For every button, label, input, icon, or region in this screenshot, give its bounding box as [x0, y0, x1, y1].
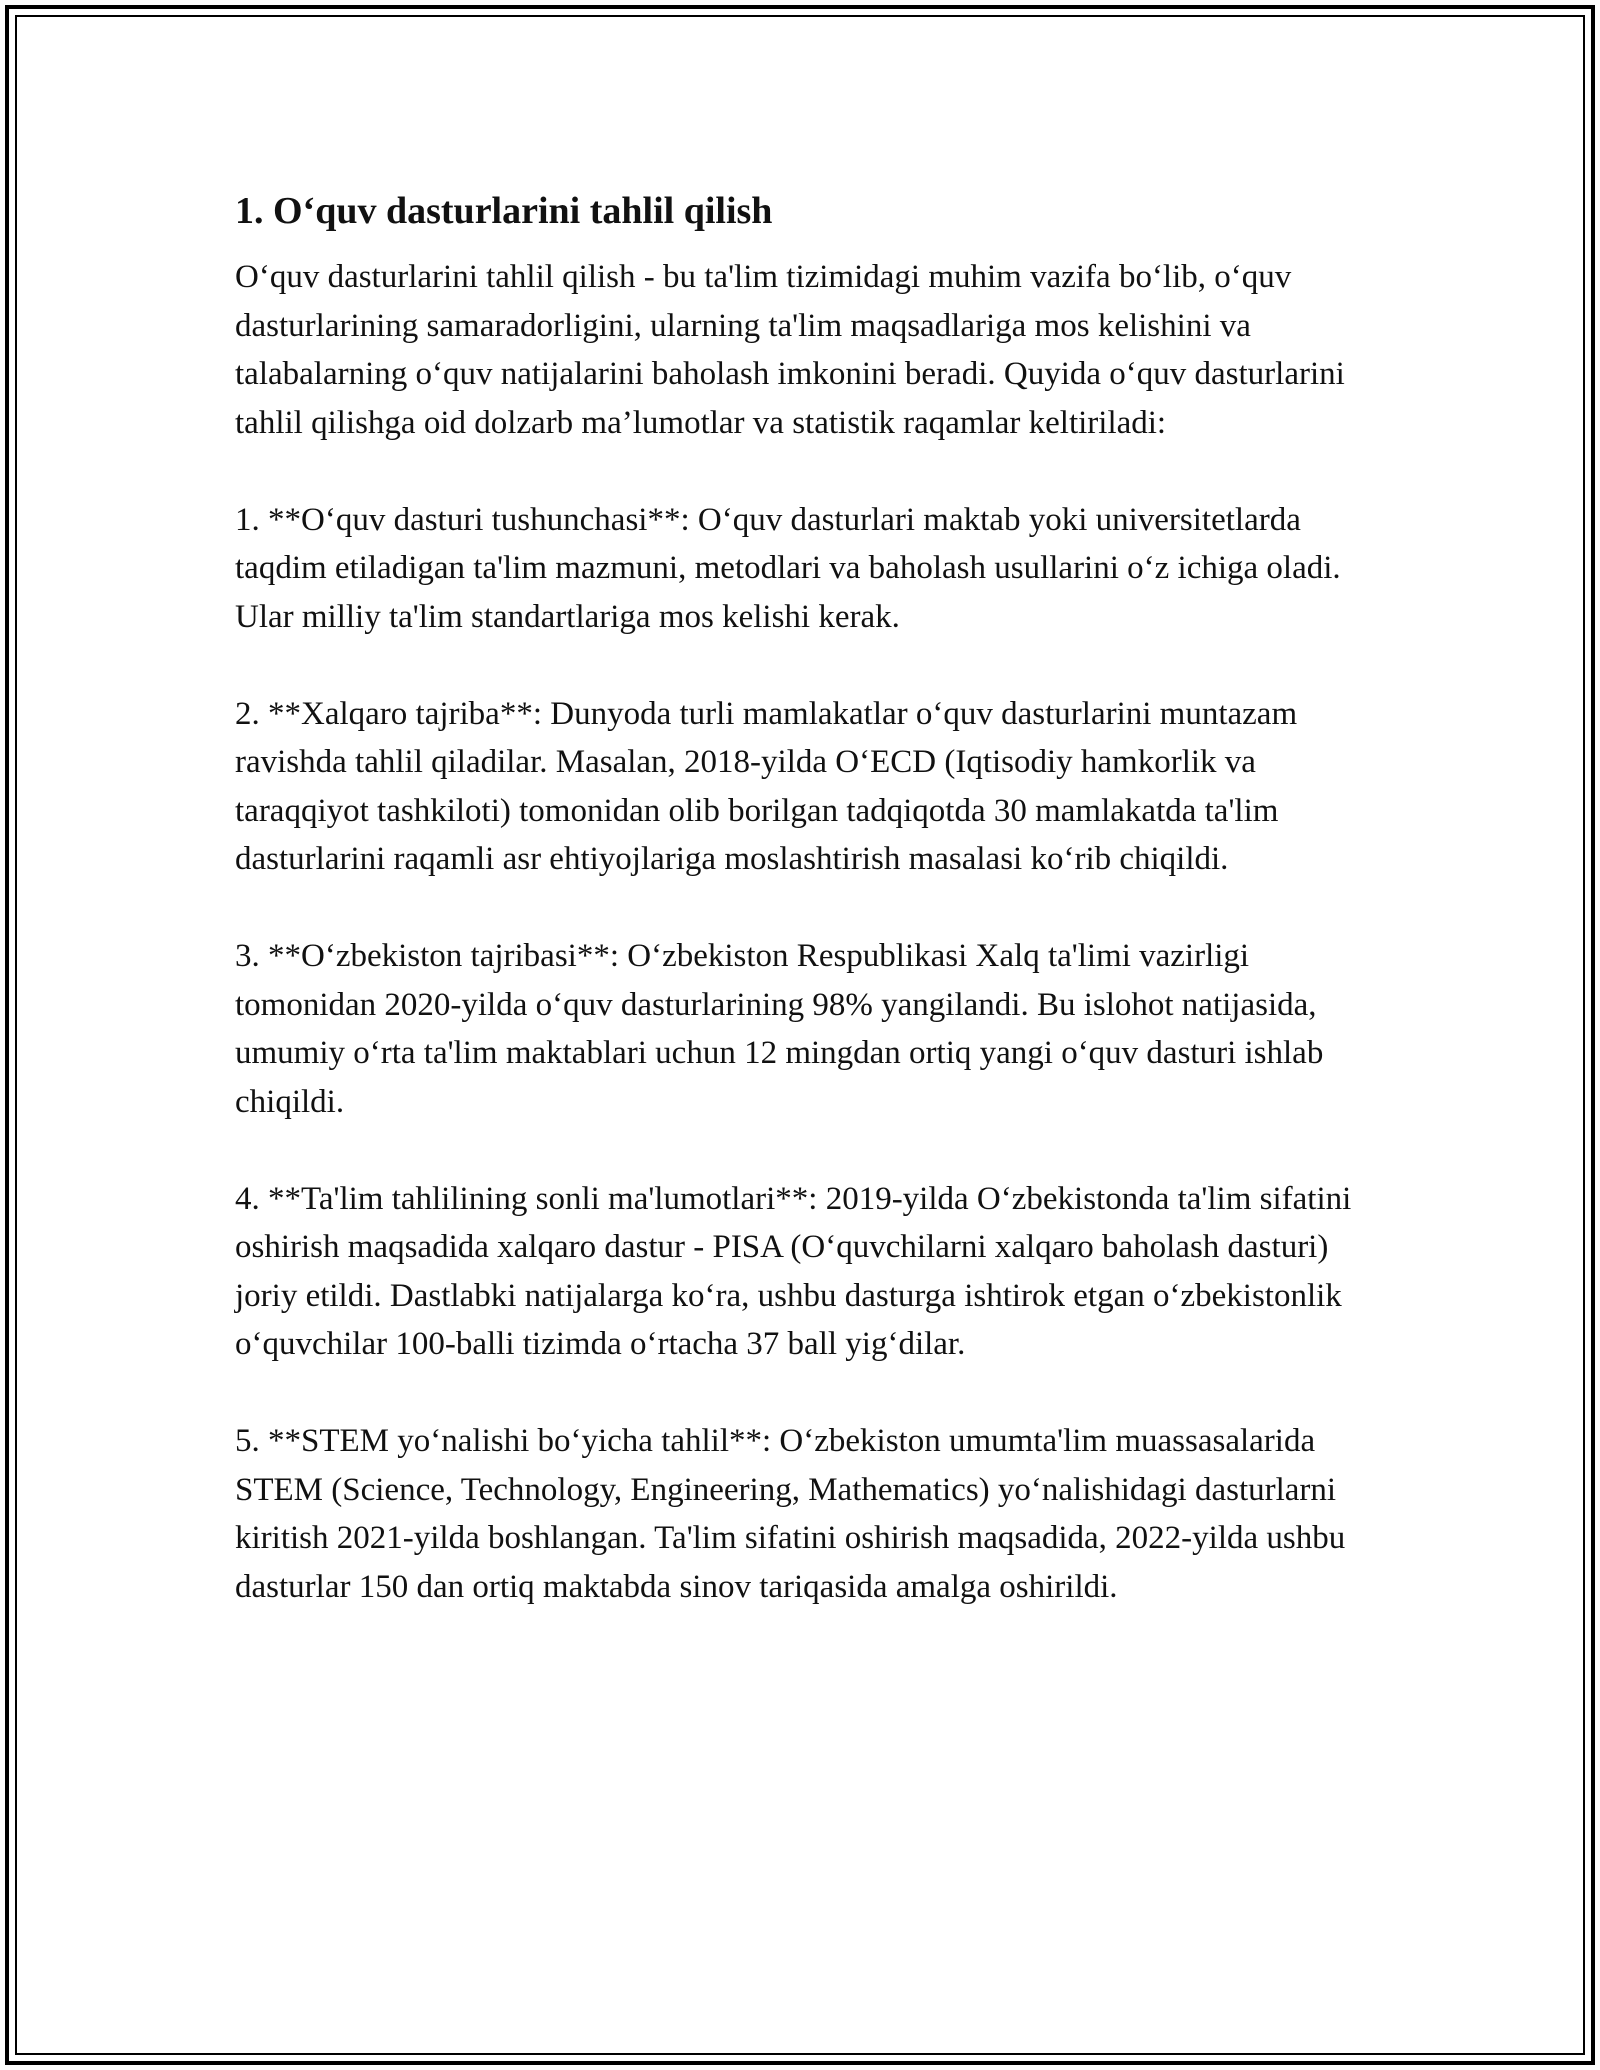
list-item-stem-analysis: 5. **STEM yo‘nalishi bo‘yicha tahlil**: O‘zbekiston umumta'lim muassasalarida STEM (Science, Technology, Engineering, Mathematics) yo‘nalishidagi dasturlarni kiritish 2021-yilda boshlangan. Ta'lim sifatini oshirish maqsadida, 2022-yilda ushbu dasturlar 150 dan ortiq maktabda sinov tariqasida amalga oshirildi. — [235, 1423, 1346, 1605]
list-item-international-experience: 2. **Xalqaro tajriba**: Dunyoda turli mamlakatlar o‘quv dasturlarini muntazam ravishda tahlil qiladilar. Masalan, 2018-yilda O‘ECD (Iqtisodiy hamkorlik va taraqqiyot tashkiloti) tomonidan olib borilgan tadqiqotda 30 mamlakatda ta'lim dasturlarini raqamli asr ehtiyojlariga moslashtirish masalasi ko‘rib chiqildi. — [235, 695, 1298, 877]
list-item-numeric-data: 4. **Ta'lim tahlilining sonli ma'lumotlari**: 2019-yilda O‘zbekistonda ta'lim sifatini oshirish maqsadida xalqaro dastur - PISA (O‘quvchilarni xalqaro baholash dasturi) joriy etildi. Dastlabki natijalarga ko‘ra, ushbu dasturga ishtirok etgan o‘zbekistonlik o‘quvchilar 100-balli tizimda o‘rtacha 37 ball yig‘dilar. — [235, 1180, 1352, 1362]
intro-paragraph: O‘quv dasturlarini tahlil qilish - bu ta'lim tizimidagi muhim vazifa bo‘lib, o‘quv dasturlarining samaradorligini, ularning ta'lim maqsadlariga mos kelishini va talabalarning o‘quv natijalarini baholash imkonini beradi. Quyida o‘quv dasturlarini tahlil qilishga oid dolzarb ma’lumotlar va statistik raqamlar keltiriladi: — [235, 259, 1345, 441]
section-heading: 1. O‘quv dasturlarini tahlil qilish — [235, 190, 773, 232]
list-item-curriculum-concept: 1. **O‘quv dasturi tushunchasi**: O‘quv dasturlari maktab yoki universitetlarda taqdim etiladigan ta'lim mazmuni, metodlari va baholash usullarini o‘z ichiga oladi. Ular milliy ta'lim standartlariga mos kelishi kerak. — [235, 501, 1341, 635]
document-body — [235, 185, 1395, 1611]
list-item-uzbekistan-experience: 3. **O‘zbekiston tajribasi**: O‘zbekiston Respublikasi Xalq ta'limi vazirligi tomonidan 2020-yilda o‘quv dasturlarining 98% yangilandi. Bu islohot natijasida, umumiy o‘rta ta'lim maktablari uchun 12 mingdan ortiq yangi o‘quv dasturi ishlab chiqildi. — [235, 938, 1324, 1120]
